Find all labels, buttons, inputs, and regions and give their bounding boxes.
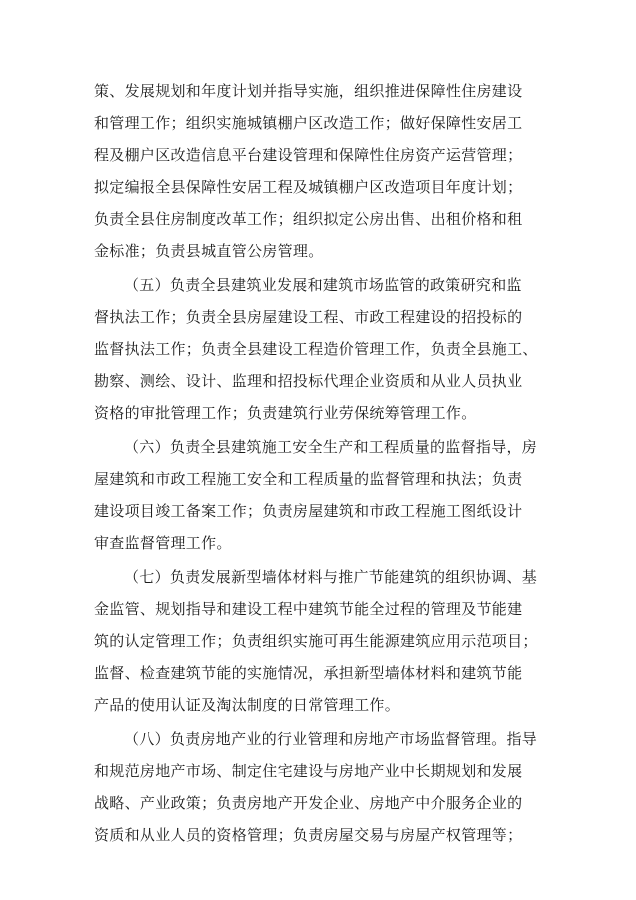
text-line: 产品的使用认证及淘汰制度的日常管理工作。 [94, 696, 401, 714]
text-line: 监督、检查建筑节能的实施情况，承担新型墙体材料和建筑节能 [94, 664, 523, 682]
text-line: 资质和从业人员的资格管理；负责房屋交易与房屋产权管理等； [94, 826, 523, 844]
text-line: 督执法工作；负责全县房屋建设工程、市政工程建设的招投标的 [94, 308, 523, 326]
text-line: 筑的认定管理工作；负责组织实施可再生能源建筑应用示范项目； [94, 632, 538, 650]
text-line: 策、发展规划和年度计划并指导实施，组织推进保障性住房建设 [94, 82, 523, 100]
paragraph-6-first-line: （六）负责全县建筑施工安全生产和工程质量的监督指导，房 [124, 438, 538, 456]
text-line: 监督执法工作；负责全县建设工程造价管理工作，负责全县施工、 [94, 340, 538, 358]
text-line: 审查监督管理工作。 [94, 534, 232, 552]
text-line: 战略、产业政策；负责房地产开发企业、房地产中介服务企业的 [94, 794, 523, 812]
text-line: 和规范房地产市场、制定住宅建设与房地产业中长期规划和发展 [94, 762, 523, 780]
text-line: 勘察、测绘、设计、监理和招投标代理企业资质和从业人员执业 [94, 372, 523, 390]
text-line: 负责全县住房制度改革工作；组织拟定公房出售、出租价格和租 [94, 210, 523, 228]
text-line: 拟定编报全县保障性安居工程及城镇棚户区改造项目年度计划； [94, 178, 523, 196]
text-line: 金监管、规划指导和建设工程中建筑节能全过程的管理及节能建 [94, 600, 523, 618]
text-line: 建设项目竣工备案工作；负责房屋建筑和市政工程施工图纸设计 [94, 502, 523, 520]
text-line: 金标准；负责县城直管公房管理。 [94, 242, 324, 260]
paragraph-7-first-line: （七）负责发展新型墙体材料与推广节能建筑的组织协调、基 [124, 568, 538, 586]
text-line: 资格的审批管理工作；负责建筑行业劳保统筹管理工作。 [94, 404, 477, 422]
paragraph-8-first-line: （八）负责房地产业的行业管理和房地产市场监督管理。指导 [124, 730, 538, 748]
text-line: 屋建筑和市政工程施工安全和工程质量的监督管理和执法；负责 [94, 470, 523, 488]
text-line: 程及棚户区改造信息平台建设管理和保障性住房资产运营管理； [94, 146, 523, 164]
paragraph-5-first-line: （五）负责全县建筑业发展和建筑市场监管的政策研究和监 [124, 276, 522, 294]
text-line: 和管理工作；组织实施城镇棚户区改造工作；做好保障性安居工 [94, 114, 523, 132]
